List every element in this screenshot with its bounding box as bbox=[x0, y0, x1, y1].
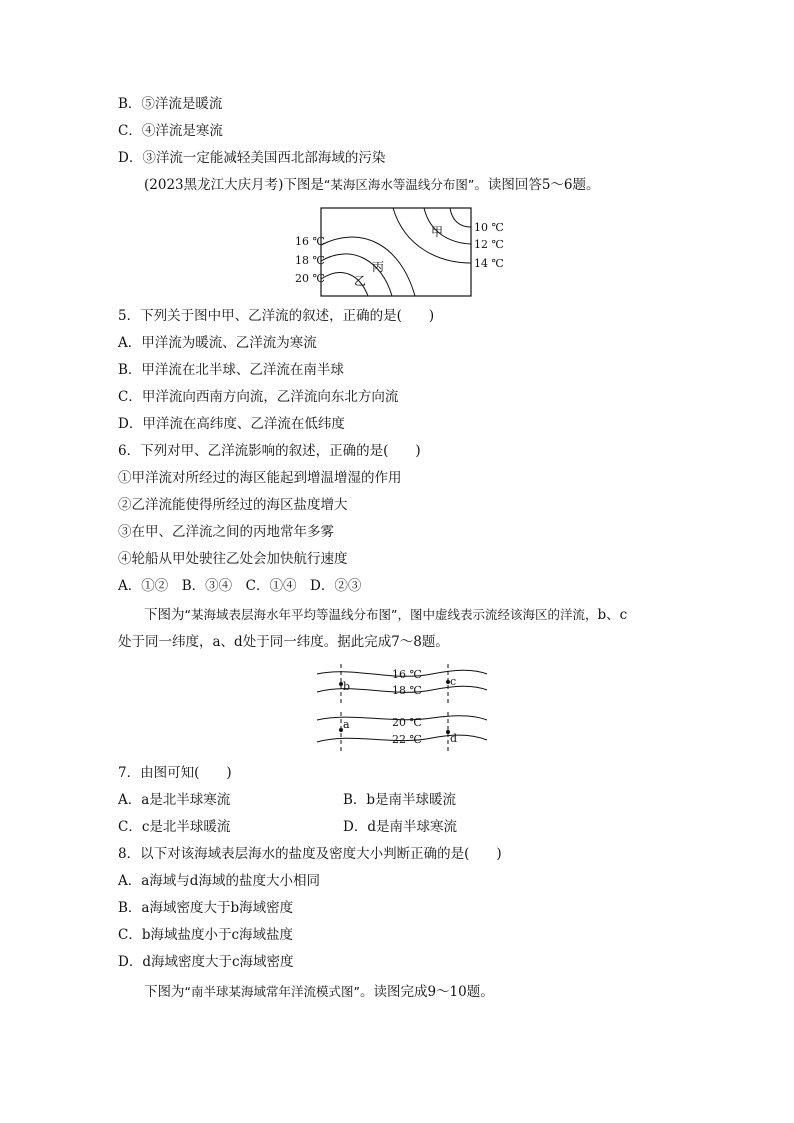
question-7-stem: 7．由图可知( ) bbox=[118, 765, 232, 781]
option-b-prev: B．⑤洋流是暖流 bbox=[118, 96, 223, 112]
label-20c-fig2: 20 ℃ bbox=[392, 716, 422, 729]
region-bing: 丙 bbox=[372, 260, 385, 274]
q6-statement-4: ④轮船从甲处驶往乙处会加快航行速度 bbox=[118, 551, 348, 567]
intro-figure-3 bbox=[144, 982, 494, 1002]
q5-option-d: D．甲洋流在高纬度、乙洋流在低纬度 bbox=[118, 416, 345, 432]
label-12c: 12 ℃ bbox=[474, 238, 504, 251]
label-18c-fig2: 18 ℃ bbox=[392, 684, 422, 697]
label-20c: 20 ℃ bbox=[295, 272, 325, 285]
option-c-prev: C．④洋流是寒流 bbox=[118, 123, 223, 139]
isotherm-map-figure bbox=[290, 203, 505, 299]
intro-instruction: 。读图回答5～6题。 bbox=[474, 177, 600, 193]
intro3-prefix: 下图为 bbox=[144, 984, 185, 1000]
intro-figure-title: “某海区海水等温线分布图” bbox=[323, 177, 475, 192]
q5-option-c: C．甲洋流向西南方向流，乙洋流向东北方向流 bbox=[118, 389, 399, 405]
label-16c-fig2: 16 ℃ bbox=[392, 668, 422, 681]
isotherm-10-right bbox=[450, 208, 471, 227]
label-d: d bbox=[450, 732, 458, 745]
label-10c: 10 ℃ bbox=[474, 221, 504, 234]
question-6-stem: 6．下列对甲、乙洋流影响的叙述，正确的是( ) bbox=[118, 443, 421, 459]
isotherm-16-left bbox=[321, 237, 415, 296]
q8-option-d: D．d海域密度大于c海域密度 bbox=[118, 954, 294, 970]
option-d-prev: D．③洋流一定能减轻美国西北部海域的污染 bbox=[118, 150, 386, 166]
q7-option-a: A．a是北半球寒流 bbox=[118, 792, 231, 808]
intro2-suffix: b、c bbox=[597, 607, 628, 623]
q7-option-b: B．b是南半球暖流 bbox=[343, 792, 457, 808]
q5-option-a: A．甲洋流为暖流、乙洋流为寒流 bbox=[118, 335, 317, 351]
label-b: b bbox=[343, 680, 351, 693]
intro-figure-1 bbox=[144, 175, 600, 195]
q7-option-d: D．d是南半球寒流 bbox=[343, 819, 457, 835]
region-jia: 甲 bbox=[431, 225, 444, 239]
q8-option-c: C．b海域盐度小于c海域盐度 bbox=[118, 927, 294, 943]
q7-option-c: C．c是北半球暖流 bbox=[118, 819, 231, 835]
q5-option-b: B．甲洋流在北半球、乙洋流在南半球 bbox=[118, 362, 344, 378]
region-yi: 乙 bbox=[354, 274, 367, 288]
label-18c: 18 ℃ bbox=[295, 254, 325, 267]
label-a: a bbox=[343, 718, 350, 731]
intro2-prefix: 下图为 bbox=[144, 607, 185, 623]
intro-figure-2-line1 bbox=[144, 605, 627, 625]
q6-statement-3: ③在甲、乙洋流之间的丙地常年多雾 bbox=[118, 524, 334, 540]
q6-statement-1: ①甲洋流对所经过的海区能起到增温增湿的作用 bbox=[118, 470, 402, 486]
label-22c-fig2: 22 ℃ bbox=[392, 733, 422, 746]
map-frame bbox=[321, 208, 471, 296]
q6-statement-2: ②乙洋流能使得所经过的海区盐度增大 bbox=[118, 497, 348, 513]
label-14c: 14 ℃ bbox=[474, 257, 504, 270]
surface-isotherm-figure bbox=[312, 660, 492, 752]
intro3-figure-title: “南半球某海域常年洋流模式图” bbox=[184, 984, 360, 999]
intro3-suffix: 。读图完成9～10题。 bbox=[359, 984, 494, 1000]
question-8-stem: 8．以下对该海域表层海水的盐度及密度大小判断正确的是( ) bbox=[118, 846, 502, 862]
intro2-figure-title: “某海域表层海水年平均等温线分布图”，图中虚线表示流经该海区的洋流， bbox=[184, 607, 598, 622]
label-c: c bbox=[450, 675, 457, 688]
q8-option-b: B．a海域密度大于b海域密度 bbox=[118, 900, 294, 916]
intro-source: (2023黑龙江大庆月考)下图是 bbox=[144, 177, 324, 193]
question-5-stem: 5．下列关于图中甲、乙洋流的叙述，正确的是( ) bbox=[118, 308, 435, 324]
intro-figure-2-line2: 处于同一纬度，a、d处于同一纬度。据此完成7～8题。 bbox=[118, 634, 449, 650]
q8-option-a: A．a海域与d海域的盐度大小相同 bbox=[118, 873, 320, 889]
label-16c: 16 ℃ bbox=[295, 235, 325, 248]
q6-options: A．①② B．③④ C．①④ D．②③ bbox=[118, 578, 362, 594]
